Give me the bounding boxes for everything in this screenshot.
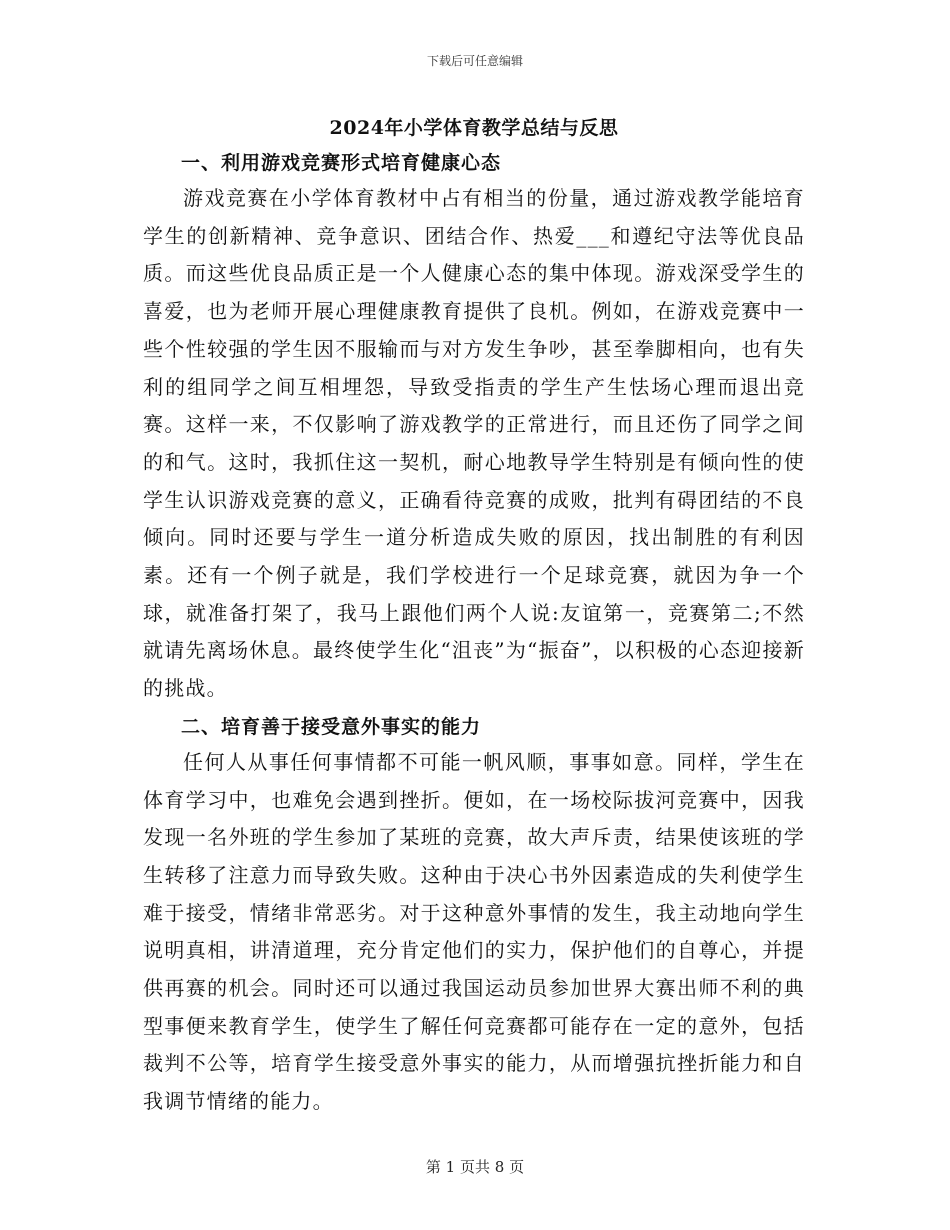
section-paragraph-2: 任何人从事任何事情都不可能一帆风顺，事事如意。同样，学生在体育学习中，也难免会遇到挫折。便如，在一场校际拔河竞赛中，因我发现一名外班的学生参加了某班的竞赛，故大声斥责，结果使该班的学生转移了注意力而导致失败。这种由于决心书外因素造成的失利使学生难于接受，情绪非常恶劣。对于这种意外事情的发生，我主动地向学生说明真相，讲清道理，充分肯定他们的实力，保护他们的自尊心，并提供再赛的机会。同时还可以通过我国运动员参加世界大赛出师不利的典型事便来教育学生，使学生了解任何竞赛都可能存在一定的意外，包括裁判不公等，培育学生接受意外事实的能力，从而增强抗挫折能力和自我调节情绪的能力。 — [143, 749, 805, 1114]
section-heading-1: 一、利用游戏竞赛形式培育健康心态 — [181, 152, 502, 174]
document-title: 2024年小学体育教学总结与反思 — [329, 117, 619, 139]
section-paragraph-1: 游戏竞赛在小学体育教材中占有相当的份量，通过游戏教学能培育学生的创新精神、竞争意识、团结合作、热爱___和遵纪守法等优良品质。而这些优良品质正是一个人健康心态的集中体现。游戏深受学生的喜爱，也为老师开展心理健康教育提供了良机。例如，在游戏竞赛中一些个性较强的学生因不服输而与对方发生争吵，甚至拳脚相向，也有失利的组同学之间互相埋怨，导致受指责的学生产生怯场心理而退出竞赛。这样一来，不仅影响了游戏教学的正常进行，而且还伤了同学之间的和气。这时，我抓住这一契机，耐心地教导学生特别是有倾向性的使学生认识游戏竞赛的意义，正确看待竞赛的成败，批判有碍团结的不良倾向。同时还要与学生一道分析造成失败的原因，找出制胜的有利因素。还有一个例子就是，我们学校进行一个足球竞赛，就因为争一个球，就准备打架了，我马上跟他们两个人说:友谊第一，竞赛第二;不然就请先离场休息。最终使学生化“沮丧”为“振奋”，以积极的心态迎接新的挑战。 — [143, 186, 805, 701]
section-heading-2: 二、培育善于接受意外事实的能力 — [181, 715, 482, 738]
document-body — [143, 112, 805, 1123]
header-note: 下载后可任意编辑 — [426, 54, 523, 68]
page-number: 第 1 页共 8 页 — [425, 1158, 525, 1176]
